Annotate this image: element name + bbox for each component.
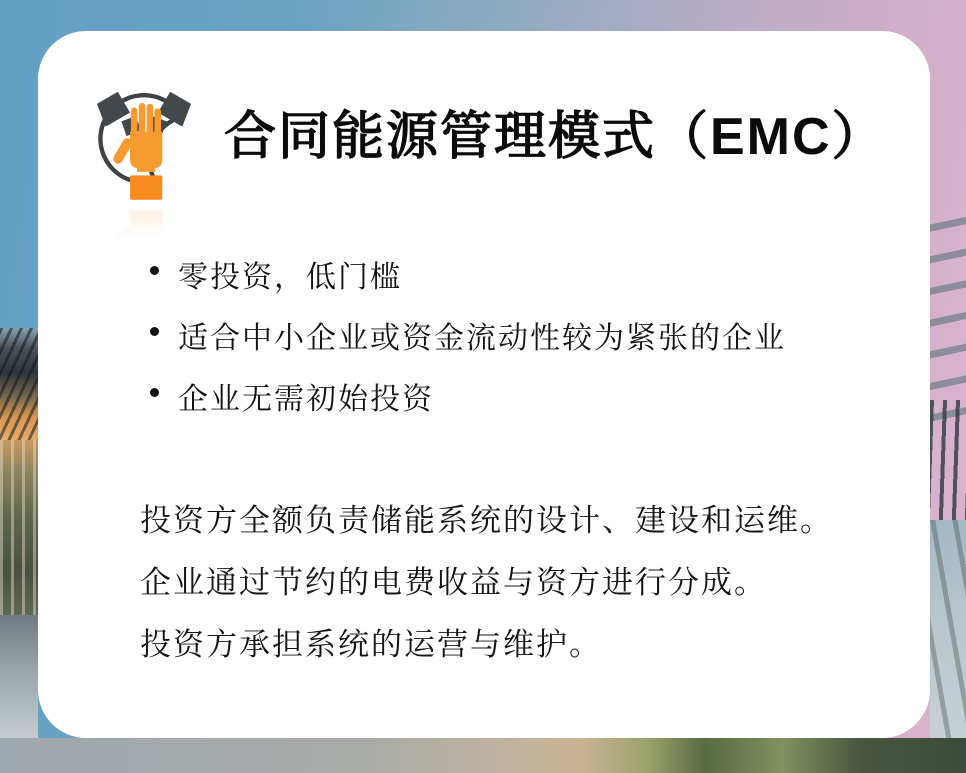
- teamwork-hands-icon-svg: [88, 83, 200, 205]
- paragraph-line: 投资方全额负责储能系统的设计、建设和运维。: [140, 503, 833, 538]
- bullet-list: [150, 259, 786, 442]
- solar-panels-left: [0, 328, 38, 440]
- pillars-left: [0, 440, 38, 615]
- paragraph-block: [140, 501, 833, 687]
- teamwork-hands-icon: [88, 83, 200, 243]
- bullet-item: 零投资，低门槛: [150, 259, 786, 297]
- paragraph-line: 企业通过节约的电费收益与资方进行分成。: [140, 565, 767, 600]
- background-right-strip: [930, 0, 966, 773]
- background-bottom-strip: [0, 738, 966, 773]
- water-right: [930, 520, 966, 773]
- bullet-item: 适合中小企业或资金流动性较为紧张的企业: [150, 320, 786, 358]
- content-card: [38, 31, 930, 738]
- background-left-strip: [0, 0, 38, 773]
- bullet-item: 企业无需初始投资: [150, 381, 786, 419]
- solar-panels-right: [930, 200, 966, 430]
- icon-reflection: [88, 205, 200, 243]
- paragraph-line: 投资方承担系统的运营与维护。: [140, 627, 602, 662]
- poles-right: [930, 400, 966, 525]
- page-title: 合同能源管理模式（EMC）: [224, 108, 886, 166]
